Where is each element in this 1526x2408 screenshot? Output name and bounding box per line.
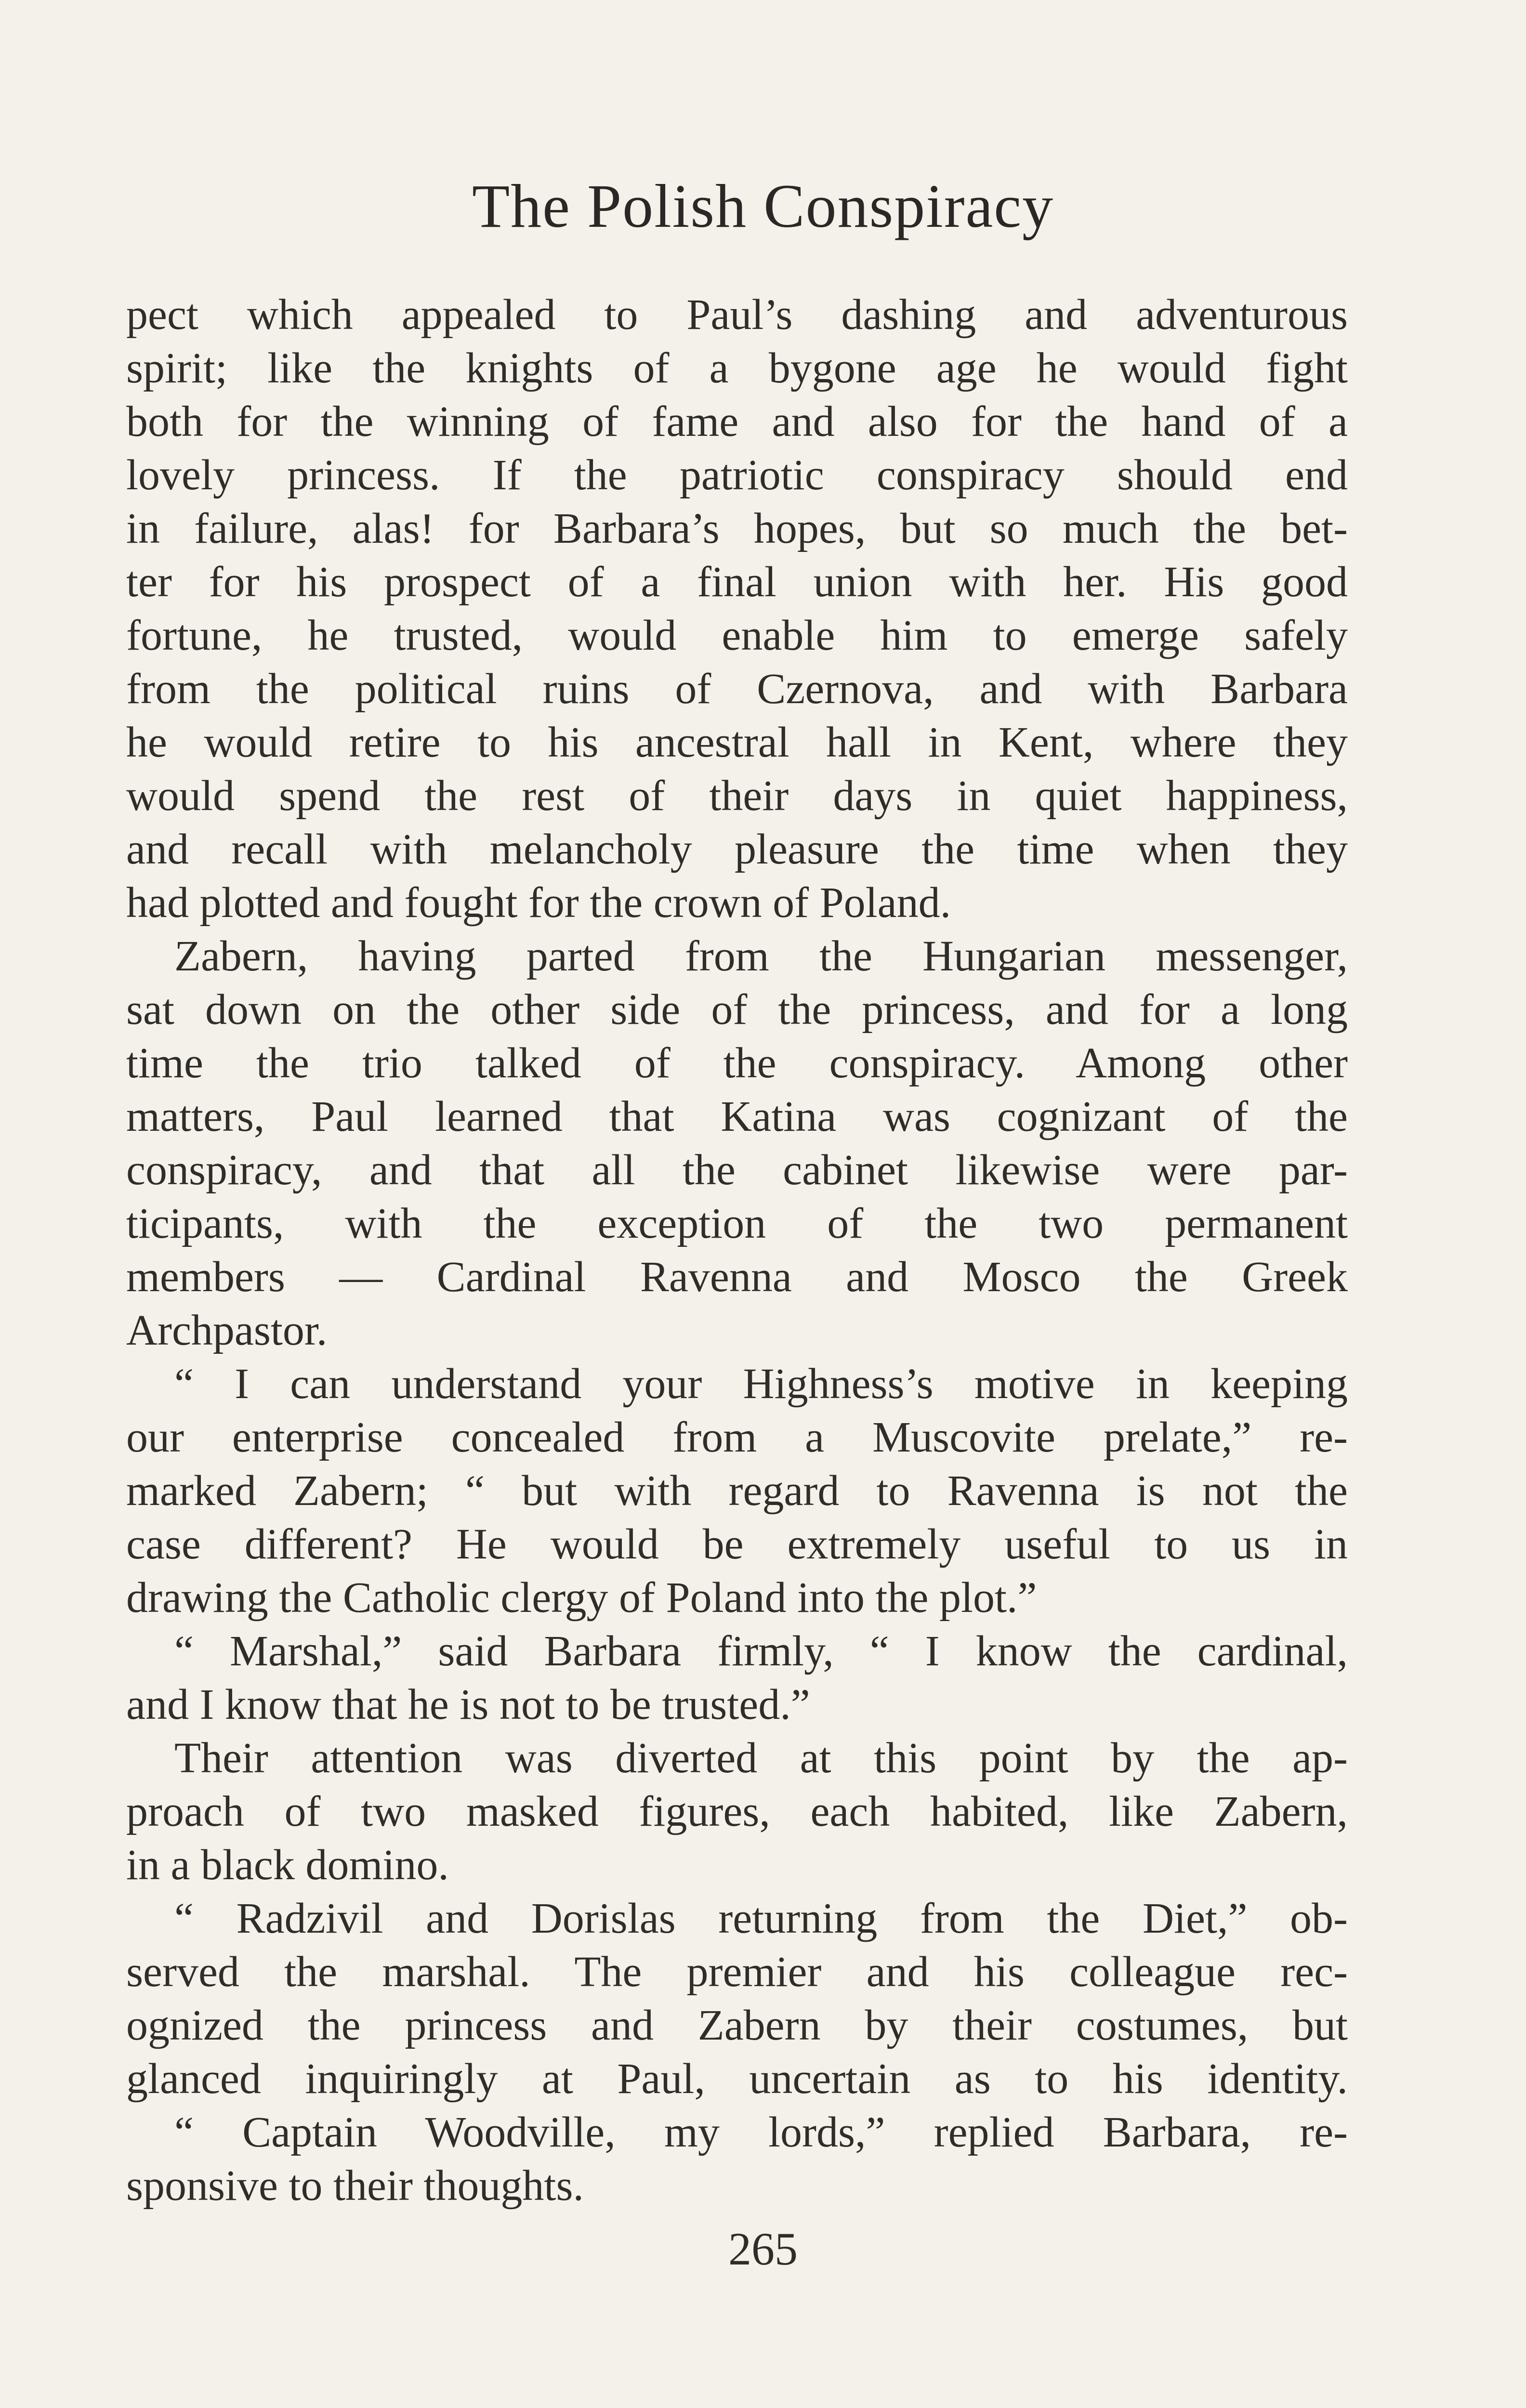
text-line: in a black domino. bbox=[126, 1841, 449, 1889]
text-line: spirit; like the knights of a bygone age he would fight bbox=[126, 344, 1348, 392]
text-line: ticipants, with the exception of the two permanent bbox=[126, 1200, 1348, 1247]
text-line: our enterprise concealed from a Muscovite prelate,” re- bbox=[126, 1413, 1348, 1461]
text-line: lovely princess. If the patriotic conspiracy should end bbox=[126, 451, 1348, 499]
page-number: 265 bbox=[728, 2223, 798, 2275]
text-line: Zabern, having parted from the Hungarian messenger, bbox=[174, 932, 1348, 980]
paragraph bbox=[126, 1892, 1348, 2106]
text-line: both for the winning of fame and also for the hand of a bbox=[126, 398, 1348, 445]
body-text bbox=[126, 288, 1348, 2212]
text-line: pect which appealed to Paul’s dashing and adventurous bbox=[126, 291, 1348, 339]
text-line: fortune, he trusted, would enable him to emerge safely bbox=[126, 612, 1348, 659]
text-line: sponsive to their thoughts. bbox=[126, 2162, 584, 2210]
paragraph bbox=[126, 1624, 1348, 1731]
text-line: Archpastor. bbox=[126, 1307, 328, 1354]
paragraph bbox=[126, 1357, 1348, 1624]
text-line: and I know that he is not to be trusted.” bbox=[126, 1681, 810, 1728]
running-head: The Polish Conspiracy bbox=[472, 172, 1054, 240]
text-line: glanced inquiringly at Paul, uncertain as to his identity. bbox=[126, 2055, 1348, 2103]
text-line: members — Cardinal Ravenna and Mosco the Greek bbox=[126, 1253, 1348, 1301]
text-line: drawing the Catholic clergy of Poland into the plot.” bbox=[126, 1574, 1037, 1622]
paragraph bbox=[126, 1731, 1348, 1892]
text-line: “ Marshal,” said Barbara firmly, “ I know the cardinal, bbox=[174, 1627, 1348, 1675]
text-line: Their attention was diverted at this point by the ap- bbox=[174, 1734, 1348, 1782]
text-line: ter for his prospect of a final union with her. His good bbox=[126, 558, 1348, 606]
text-line: time the trio talked of the conspiracy. Among other bbox=[126, 1039, 1348, 1087]
text-line: and recall with melancholy pleasure the time when they bbox=[126, 825, 1348, 873]
text-line: proach of two masked figures, each habited, like Zabern, bbox=[126, 1788, 1348, 1835]
text-line: case different? He would be extremely useful to us in bbox=[126, 1520, 1348, 1568]
paragraph bbox=[126, 2106, 1348, 2212]
text-line: from the political ruins of Czernova, and with Barbara bbox=[126, 665, 1348, 713]
text-line: in failure, alas! for Barbara’s hopes, but so much the bet- bbox=[126, 505, 1348, 552]
text-line: marked Zabern; “ but with regard to Ravenna is not the bbox=[126, 1467, 1348, 1515]
text-line: matters, Paul learned that Katina was cognizant of the bbox=[126, 1093, 1348, 1140]
text-line: “ Radzivil and Dorislas returning from the Diet,” ob- bbox=[174, 1895, 1348, 1942]
text-line: ognized the princess and Zabern by their costumes, but bbox=[126, 2002, 1348, 2049]
text-line: would spend the rest of their days in quiet happiness, bbox=[126, 772, 1348, 820]
text-line: “ Captain Woodville, my lords,” replied Barbara, re- bbox=[174, 2108, 1348, 2156]
text-line: “ I can understand your Highness’s motive in keeping bbox=[174, 1360, 1348, 1408]
paragraph bbox=[126, 929, 1348, 1357]
text-line: had plotted and fought for the crown of Poland. bbox=[126, 879, 951, 927]
text-line: he would retire to his ancestral hall in Kent, where they bbox=[126, 719, 1348, 766]
text-line: conspiracy, and that all the cabinet likewise were par- bbox=[126, 1146, 1348, 1194]
text-line: sat down on the other side of the princess, and for a long bbox=[126, 986, 1348, 1034]
text-line: served the marshal. The premier and his colleague rec- bbox=[126, 1948, 1348, 1996]
paragraph bbox=[126, 288, 1348, 929]
